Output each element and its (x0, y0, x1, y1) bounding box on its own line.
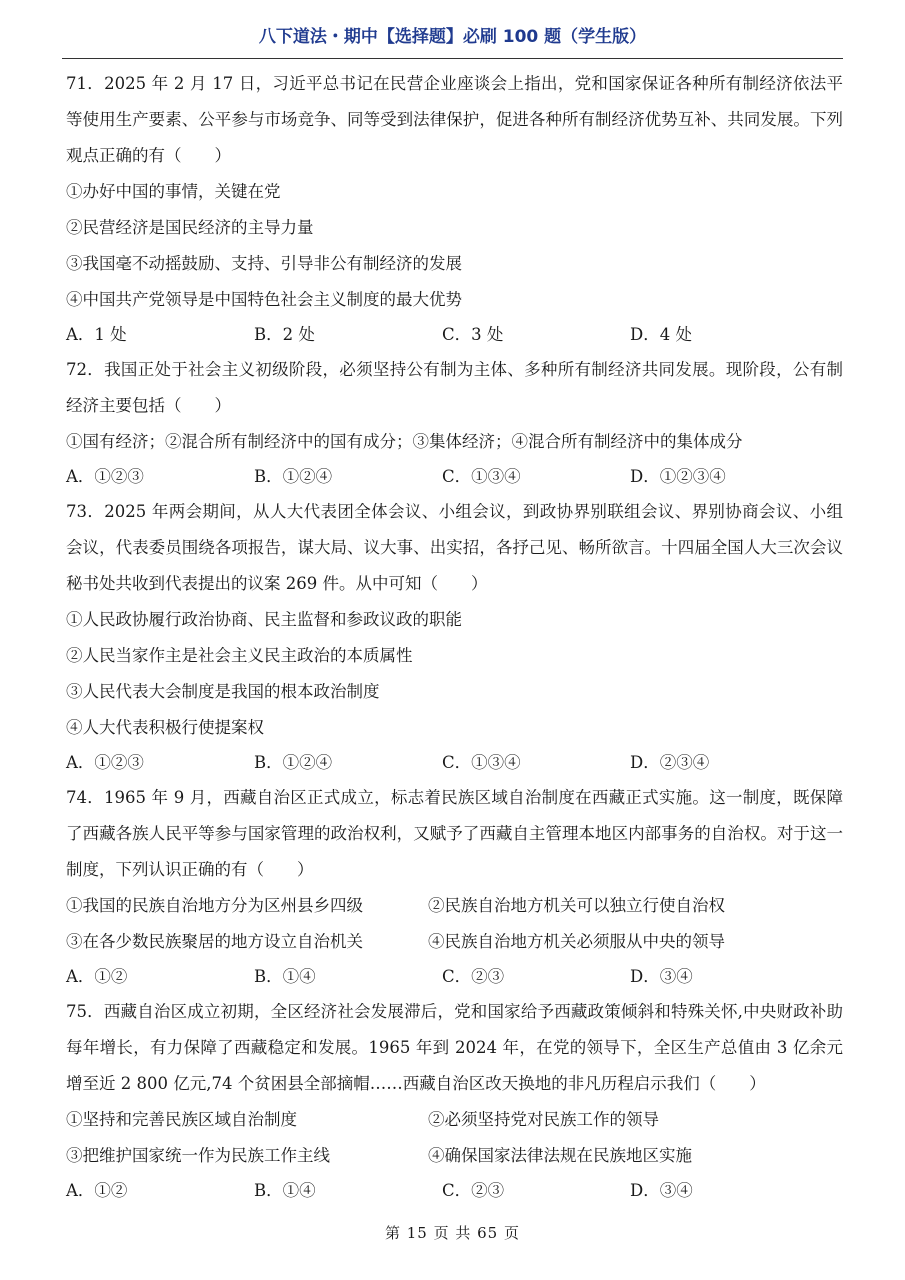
choice-a[interactable]: A．①②③ (66, 753, 144, 772)
choice-d[interactable]: D．③④ (630, 1181, 693, 1200)
question-73 (66, 494, 843, 780)
choice-d[interactable]: D．②③④ (630, 753, 710, 772)
answer-choices (66, 1174, 843, 1208)
option-item: ①我国的民族自治地方分为区州县乡四级 (66, 896, 363, 915)
option-row (66, 888, 843, 924)
choice-c[interactable]: C．3 处 (442, 325, 504, 344)
answer-choices (66, 460, 843, 494)
question-list (66, 66, 843, 1208)
question-stem: 74．1965 年 9 月，西藏自治区正式成立，标志着民族区域自治制度在西藏正式实施。这一制度，既保障了西藏各族人民平等参与国家管理的政治权利，又赋予了西藏自主管理本地区内部事务的自治权。对于这一制度，下列认识正确的有（ ） (66, 788, 843, 879)
question-stem: 75．西藏自治区成立初期，全区经济社会发展滞后，党和国家给予西藏政策倾斜和特殊关怀,中央财政补助每年增长，有力保障了西藏稳定和发展。1965 年到 2024 年，在党的领导下，全区生产总值由 3 亿余元增至近 2 800 亿元,74 个贫困县全部摘帽……西藏自治区改天换地的非凡历程启示我们（ ） (66, 1002, 843, 1093)
choice-a[interactable]: A．1 处 (66, 325, 127, 344)
option-item: ②必须坚持党对民族工作的领导 (428, 1110, 659, 1129)
question-71 (66, 66, 843, 352)
choice-a[interactable]: A．①② (66, 1181, 128, 1200)
choice-d[interactable]: D．③④ (630, 967, 693, 986)
header-rule (62, 58, 843, 59)
answer-choices (66, 960, 843, 994)
choice-c[interactable]: C．②③ (442, 967, 505, 986)
option-item: ①办好中国的事情，关键在党 (66, 182, 281, 201)
question-stem: 73．2025 年两会期间，从人大代表团全体会议、小组会议，到政协界别联组会议、界别协商会议、小组会议，代表委员围绕各项报告，谋大局、议大事、出实招，各抒己见、畅所欲言。十四届全国人大三次会议秘书处共收到代表提出的议案 269 件。从中可知（ ） (66, 502, 843, 593)
choice-b[interactable]: B．2 处 (254, 325, 315, 344)
choice-b[interactable]: B．①②④ (254, 467, 333, 486)
option-item: ③我国毫不动摇鼓励、支持、引导非公有制经济的发展 (66, 254, 462, 273)
question-75 (66, 994, 843, 1208)
option-item: ②民营经济是国民经济的主导力量 (66, 218, 314, 237)
option-row (66, 924, 843, 960)
answer-choices (66, 318, 843, 352)
question-72 (66, 352, 843, 494)
page-number: 第 15 页 共 65 页 (384, 1224, 520, 1242)
option-item: ③在各少数民族聚居的地方设立自治机关 (66, 932, 363, 951)
question-stem: 72．我国正处于社会主义初级阶段，必须坚持公有制为主体、多种所有制经济共同发展。现阶段，公有制经济主要包括（ ） (66, 360, 843, 415)
question-stem: 71．2025 年 2 月 17 日，习近平总书记在民营企业座谈会上指出，党和国家保证各种所有制经济依法平等使用生产要素、公平参与市场竞争、同等受到法律保护，促进各种所有制经济优势互补、共同发展。下列观点正确的有（ ） (66, 74, 843, 165)
choice-b[interactable]: B．①④ (254, 967, 316, 986)
option-item: ②民族自治地方机关可以独立行使自治权 (428, 896, 725, 915)
choice-b[interactable]: B．①④ (254, 1181, 316, 1200)
option-item: ①坚持和完善民族区域自治制度 (66, 1110, 297, 1129)
choice-c[interactable]: C．②③ (442, 1181, 505, 1200)
choice-a[interactable]: A．①② (66, 967, 128, 986)
option-item: ④人大代表积极行使提案权 (66, 718, 264, 737)
page-header-title: 八下道法・期中【选择题】必刷 100 题（学生版） (258, 27, 647, 47)
option-row (66, 1102, 843, 1138)
choice-b[interactable]: B．①②④ (254, 753, 333, 772)
option-item: ②人民当家作主是社会主义民主政治的本质属性 (66, 646, 413, 665)
option-item: ①人民政协履行政治协商、民主监督和参政议政的职能 (66, 610, 462, 629)
option-item: ③把维护国家统一作为民族工作主线 (66, 1146, 330, 1165)
option-item: ④中国共产党领导是中国特色社会主义制度的最大优势 (66, 290, 462, 309)
choice-a[interactable]: A．①②③ (66, 467, 144, 486)
option-row (66, 1138, 843, 1174)
choice-c[interactable]: C．①③④ (442, 467, 521, 486)
choice-d[interactable]: D．①②③④ (630, 467, 726, 486)
answer-choices (66, 746, 843, 780)
option-item: ③人民代表大会制度是我国的根本政治制度 (66, 682, 380, 701)
choice-c[interactable]: C．①③④ (442, 753, 521, 772)
option-item: ④民族自治地方机关必须服从中央的领导 (428, 932, 725, 951)
option-item: ①国有经济；②混合所有制经济中的国有成分；③集体经济；④混合所有制经济中的集体成分 (66, 432, 743, 451)
question-74 (66, 780, 843, 994)
option-item: ④确保国家法律法规在民族地区实施 (428, 1146, 692, 1165)
choice-d[interactable]: D．4 处 (630, 325, 692, 344)
